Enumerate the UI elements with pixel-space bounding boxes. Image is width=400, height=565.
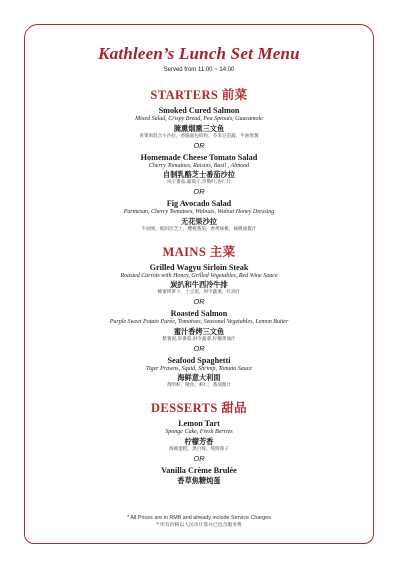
menu-title: Kathleen’s Lunch Set Menu <box>98 44 300 63</box>
item-description: Roasted Carrots with Honey, Grilled Vegetables, Red Wine Sauce <box>120 272 278 279</box>
or-divider: OR <box>193 343 205 353</box>
price-note-chinese: * 所有价格以人民币计算并已包含服务费 <box>156 523 242 528</box>
section-heading-starters: STARTERS 前菜 <box>150 88 248 102</box>
item-name-chinese: 炭扒和牛西冷牛排 <box>170 280 228 289</box>
item-name: Lemon Tart <box>178 419 220 428</box>
item-name-chinese: 香草焦糖炖蛋 <box>177 475 221 485</box>
or-divider: OR <box>193 187 205 196</box>
price-note <box>24 515 374 529</box>
item-name-chinese: 柠檬芳香 <box>184 436 214 446</box>
item-name: Seafood Spaghetti <box>167 355 231 365</box>
item-name: Homemade Cheese Tomato Salad <box>140 152 258 162</box>
item-name: Roasted Salmon <box>170 309 228 318</box>
item-description: Cherry Tomatoes, Raisins, Basil , Almond <box>148 162 250 169</box>
price-note-english: * All Prices are in RMB and already include Service Charges <box>127 515 271 521</box>
item-name-chinese: 海鲜意大利面 <box>177 373 221 382</box>
or-divider: OR <box>193 297 205 306</box>
menu-item-wagyu-steak <box>24 263 374 297</box>
item-description-chinese: 黄明虾，鱿鱼，虾仁，番茄酱汁 <box>166 383 232 388</box>
item-description-chinese: 青菜果混合小沙拉，香脆面包碎粒，芬米豆苗蔬，牛油果酱 <box>139 133 259 139</box>
section-heading-mains: MAINS 主菜 <box>162 244 236 259</box>
menu-item-creme-brulee <box>24 466 374 485</box>
item-description: Tiger Prawns, Squid, Shrimp, Tomato Sauce <box>145 365 253 372</box>
item-description: Parmesan, Cherry Tomatoes, Walnuts, Walnut Honey Dressing <box>123 209 275 215</box>
item-name: Grilled Wagyu Sirloin Steak <box>149 262 249 272</box>
item-name: Smoked Cured Salmon <box>158 106 240 115</box>
item-description-chinese: 蜂蜜烤萝卜，土豆泥，时令蔬菜，红酒汁 <box>157 290 241 295</box>
item-description-chinese: 海绵蛋糕，黑白莓，纯鲜莓子 <box>169 446 229 452</box>
menu-item-tomato-salad <box>24 153 374 187</box>
item-name-chinese: 自制乳酪芝士番茄沙拉 <box>163 170 235 179</box>
menu-item-fig-avocado-salad <box>24 199 374 233</box>
item-description: Purple Sweet Potato Purée, Tomatoes, Seasonal Vegetables, Lemon Butter <box>109 319 289 325</box>
or-divider: OR <box>193 140 205 150</box>
menu-content <box>24 24 374 485</box>
menu-item-roasted-salmon <box>24 309 374 343</box>
section-heading-desserts: DESSERTS 甜品 <box>150 401 247 415</box>
menu-item-lemon-tart <box>24 419 374 453</box>
item-description: Sponge Cake, Fresh Berries <box>165 429 233 435</box>
item-description-chinese: 牛油果，帕玛臣芝士，樱桃番茄，香烤核桃，核桃油酱汁 <box>141 226 257 232</box>
item-name: Vanilla Crème Brulée <box>161 465 237 475</box>
item-description: Mixed Salad, Crispy Bread, Pea Sprouts, Guacamole <box>135 116 263 122</box>
item-name-chinese: 腌熏烟熏三文鱼 <box>173 123 225 133</box>
item-name-chinese: 蜜汁香烤三文鱼 <box>173 326 225 336</box>
menu-item-seafood-spaghetti <box>24 356 374 390</box>
or-divider: OR <box>193 453 205 463</box>
item-name: Fig Avocado Salad <box>166 199 232 208</box>
item-description-chinese: 风干番茄,葡萄干,罗勒叶,杏仁片 <box>166 180 232 185</box>
served-hours: Served from 11:00 ~ 14:00 <box>163 67 235 73</box>
item-description-chinese: 紫薯泥,串番茄,时令蔬菜,柠檬黄油汁 <box>162 336 236 342</box>
menu-item-smoked-salmon <box>24 106 374 140</box>
item-name-chinese: 无花果沙拉 <box>181 216 217 226</box>
